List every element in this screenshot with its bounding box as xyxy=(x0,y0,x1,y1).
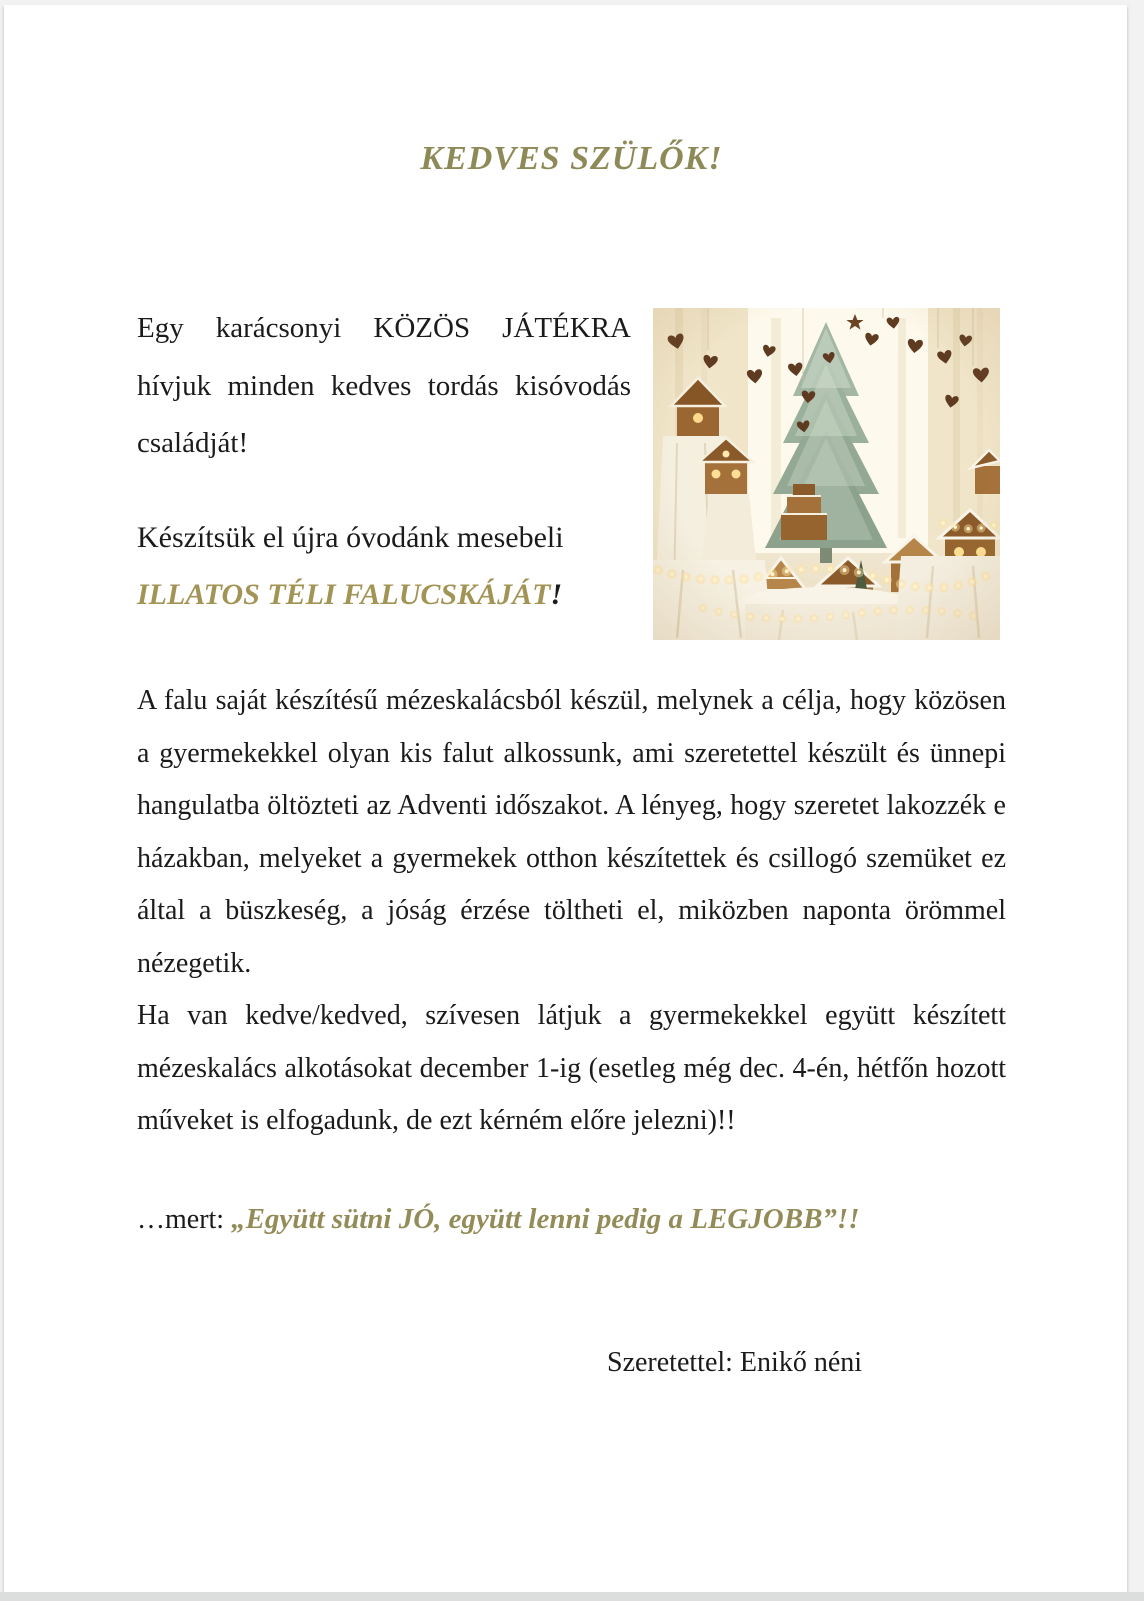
viewer-bottom-bar xyxy=(0,1592,1144,1601)
body-paragraph-2: Ha van kedve/kedved, szívesen látjuk a gyermekekkel együtt készített mézeskalács alkotásokat december 1-ig (esetleg még dec. 4-én, hétfőn hozott műveket is elfogadunk, de ezt kérném előre jelezni)!! xyxy=(137,1000,1006,1136)
photo-vignette xyxy=(653,308,1000,640)
signature-line: Szeretettel: Enikő néni xyxy=(607,1346,863,1378)
invite-exclamation: ! xyxy=(550,578,563,611)
page-content xyxy=(4,5,1127,1389)
quote-prefix: …mert: xyxy=(137,1203,232,1235)
winter-village-photo xyxy=(653,308,1000,640)
invite-line-black: Készítsük el újra óvodánk mesebeli xyxy=(137,520,564,554)
quote-line xyxy=(137,1193,1006,1246)
gingerbread-village-illustration xyxy=(653,308,1000,640)
body-paragraph-1: A falu saját készítésű mézeskalácsból készül, melynek a célja, hogy közösen a gyermekekkel olyan kis falut alkossunk, ami szeretettel készült és ünnepi hangulatba öltözteti az Adventi időszakot. A lényeg, hogy szeretet lakozzék e házakban, melyeket a gyermekek otthon készítettek és csillogó szemüket ez által a büszkeség, a jóság érzése töltheti el, miközben naponta örömmel nézegetik. xyxy=(137,685,1006,979)
invite-line-gold: ILLATOS TÉLI FALUCSKÁJÁT xyxy=(137,578,551,611)
letter-page xyxy=(4,5,1127,1592)
page-title: KEDVES SZÜLŐK! xyxy=(420,140,723,177)
intro-section xyxy=(137,300,1006,640)
quote-gold-text: „Együtt sütni JÓ, együtt lenni pedig a LEGJOBB”!! xyxy=(231,1202,860,1235)
intro-paragraph: Egy karácsonyi KÖZÖS JÁTÉKRA hívjuk minden kedves tordás kisóvodás családját! xyxy=(137,312,631,459)
